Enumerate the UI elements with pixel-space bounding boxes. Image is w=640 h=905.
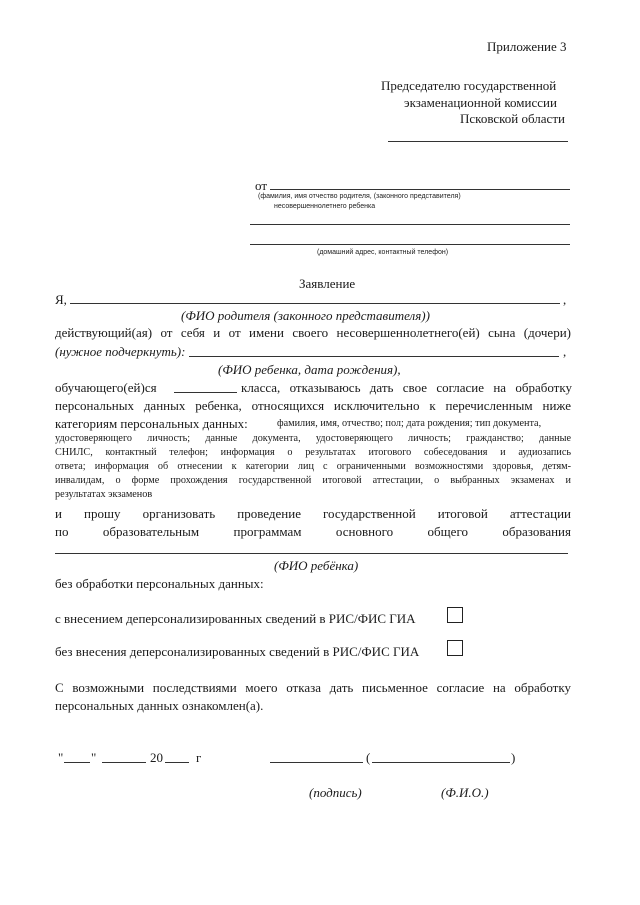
ya-label: Я,: [55, 292, 67, 307]
consequences-line-2: персональных данных ознакомлен(а).: [55, 698, 264, 713]
comma-1: ,: [563, 292, 567, 307]
underline-note: (нужное подчеркнуть):: [55, 344, 186, 359]
date-month-line[interactable]: [102, 762, 146, 763]
without-processing-text: без обработки персональных данных:: [55, 576, 264, 591]
acting-text: действующий(ая) от себя и от имени своего несовершеннолетнего(ей) сына (дочери): [55, 325, 571, 340]
addressee-underline: [388, 141, 568, 142]
pd-small-5: результатах экзаменов: [55, 489, 153, 500]
date-quote-open: ": [58, 750, 64, 765]
pd-small-2: СНИЛС, контактный телефон; информация о результатах итогового собеседования и аудиозапись: [55, 447, 571, 458]
signature-hint: (подпись): [309, 785, 362, 800]
fio-hint: (Ф.И.О.): [441, 785, 489, 800]
refuse-consent-text: класса, отказываюсь дать свое согласие на обработку: [241, 380, 572, 395]
date-year-prefix: 20: [150, 750, 163, 765]
pd-small-4: инвалидам, о форме прохождения государственной итоговой аттестации, о выбранных экзаменах и: [55, 475, 571, 486]
option-without-depersonalized-checkbox[interactable]: [447, 640, 463, 656]
fio-line[interactable]: [372, 762, 510, 763]
appendix-label: Приложение 3: [487, 39, 567, 54]
option-without-depersonalized: без внесения деперсонализированных сведений в РИС/ФИС ГИА: [55, 644, 420, 659]
addressee-line-1: Председателю государственной: [381, 78, 557, 93]
pd-small-3: ответа; информация об отнесении к категории лиц с ограниченными возможностями здоровья, детям-: [55, 461, 571, 472]
from-name-line[interactable]: [270, 189, 570, 190]
pd-line-2-b: фамилия, имя, отчество; пол; дата рождения; тип документа,: [277, 418, 542, 429]
request-line-1: и прошу организовать проведение государственной итоговой аттестации: [55, 506, 571, 521]
parent-name-line[interactable]: [70, 303, 560, 304]
request-line-2: по образовательным программам основного общего образования: [55, 524, 571, 539]
option-with-depersonalized: с внесением деперсонализированных сведений в РИС/ФИС ГИА: [55, 611, 416, 626]
child-fio-hint: (ФИО ребёнка): [274, 558, 359, 573]
addressee-line-2: экзаменационной комиссии: [404, 95, 557, 110]
from-hint-1: (фамилия, имя отчество родителя, (законного представителя): [258, 193, 461, 200]
from-hint-2: несовершеннолетнего ребенка: [274, 203, 376, 210]
address-hint: (домашний адрес, контактный телефон): [317, 249, 449, 256]
document-title: Заявление: [299, 276, 356, 291]
date-year-suffix: г: [196, 750, 202, 765]
pd-line-2-a: категориям персональных данных:: [55, 416, 248, 431]
fio-paren-close: ): [511, 750, 516, 765]
pd-line-1: персональных данных ребенка, относящихся исключительно к перечисленным ниже: [55, 398, 571, 413]
child-name-line[interactable]: [189, 356, 559, 357]
child-name-hint: (ФИО ребенка, дата рождения),: [218, 362, 401, 377]
date-quote-close: ": [91, 750, 97, 765]
date-year-line[interactable]: [165, 762, 189, 763]
parent-name-hint: (ФИО родителя (законного представителя)): [181, 308, 430, 323]
class-line[interactable]: [174, 392, 237, 393]
from-label: от: [255, 178, 268, 193]
fio-paren-open: (: [366, 750, 371, 765]
consequences-line-1: С возможными последствиями моего отказа дать письменное согласие на обработку: [55, 680, 571, 695]
comma-2: ,: [563, 344, 567, 359]
from-line-2[interactable]: [250, 224, 570, 225]
signature-line[interactable]: [270, 762, 363, 763]
studying-label: обучающего(ей)ся: [55, 380, 157, 395]
pd-small-1: удостоверяющего личность; данные документа, удостоверяющего личность; гражданство; данные: [55, 433, 571, 444]
address-line[interactable]: [250, 244, 570, 245]
addressee-line-3: Псковской области: [460, 111, 565, 126]
option-with-depersonalized-checkbox[interactable]: [447, 607, 463, 623]
date-day-line[interactable]: [64, 762, 90, 763]
child-fio-line[interactable]: [55, 553, 568, 554]
